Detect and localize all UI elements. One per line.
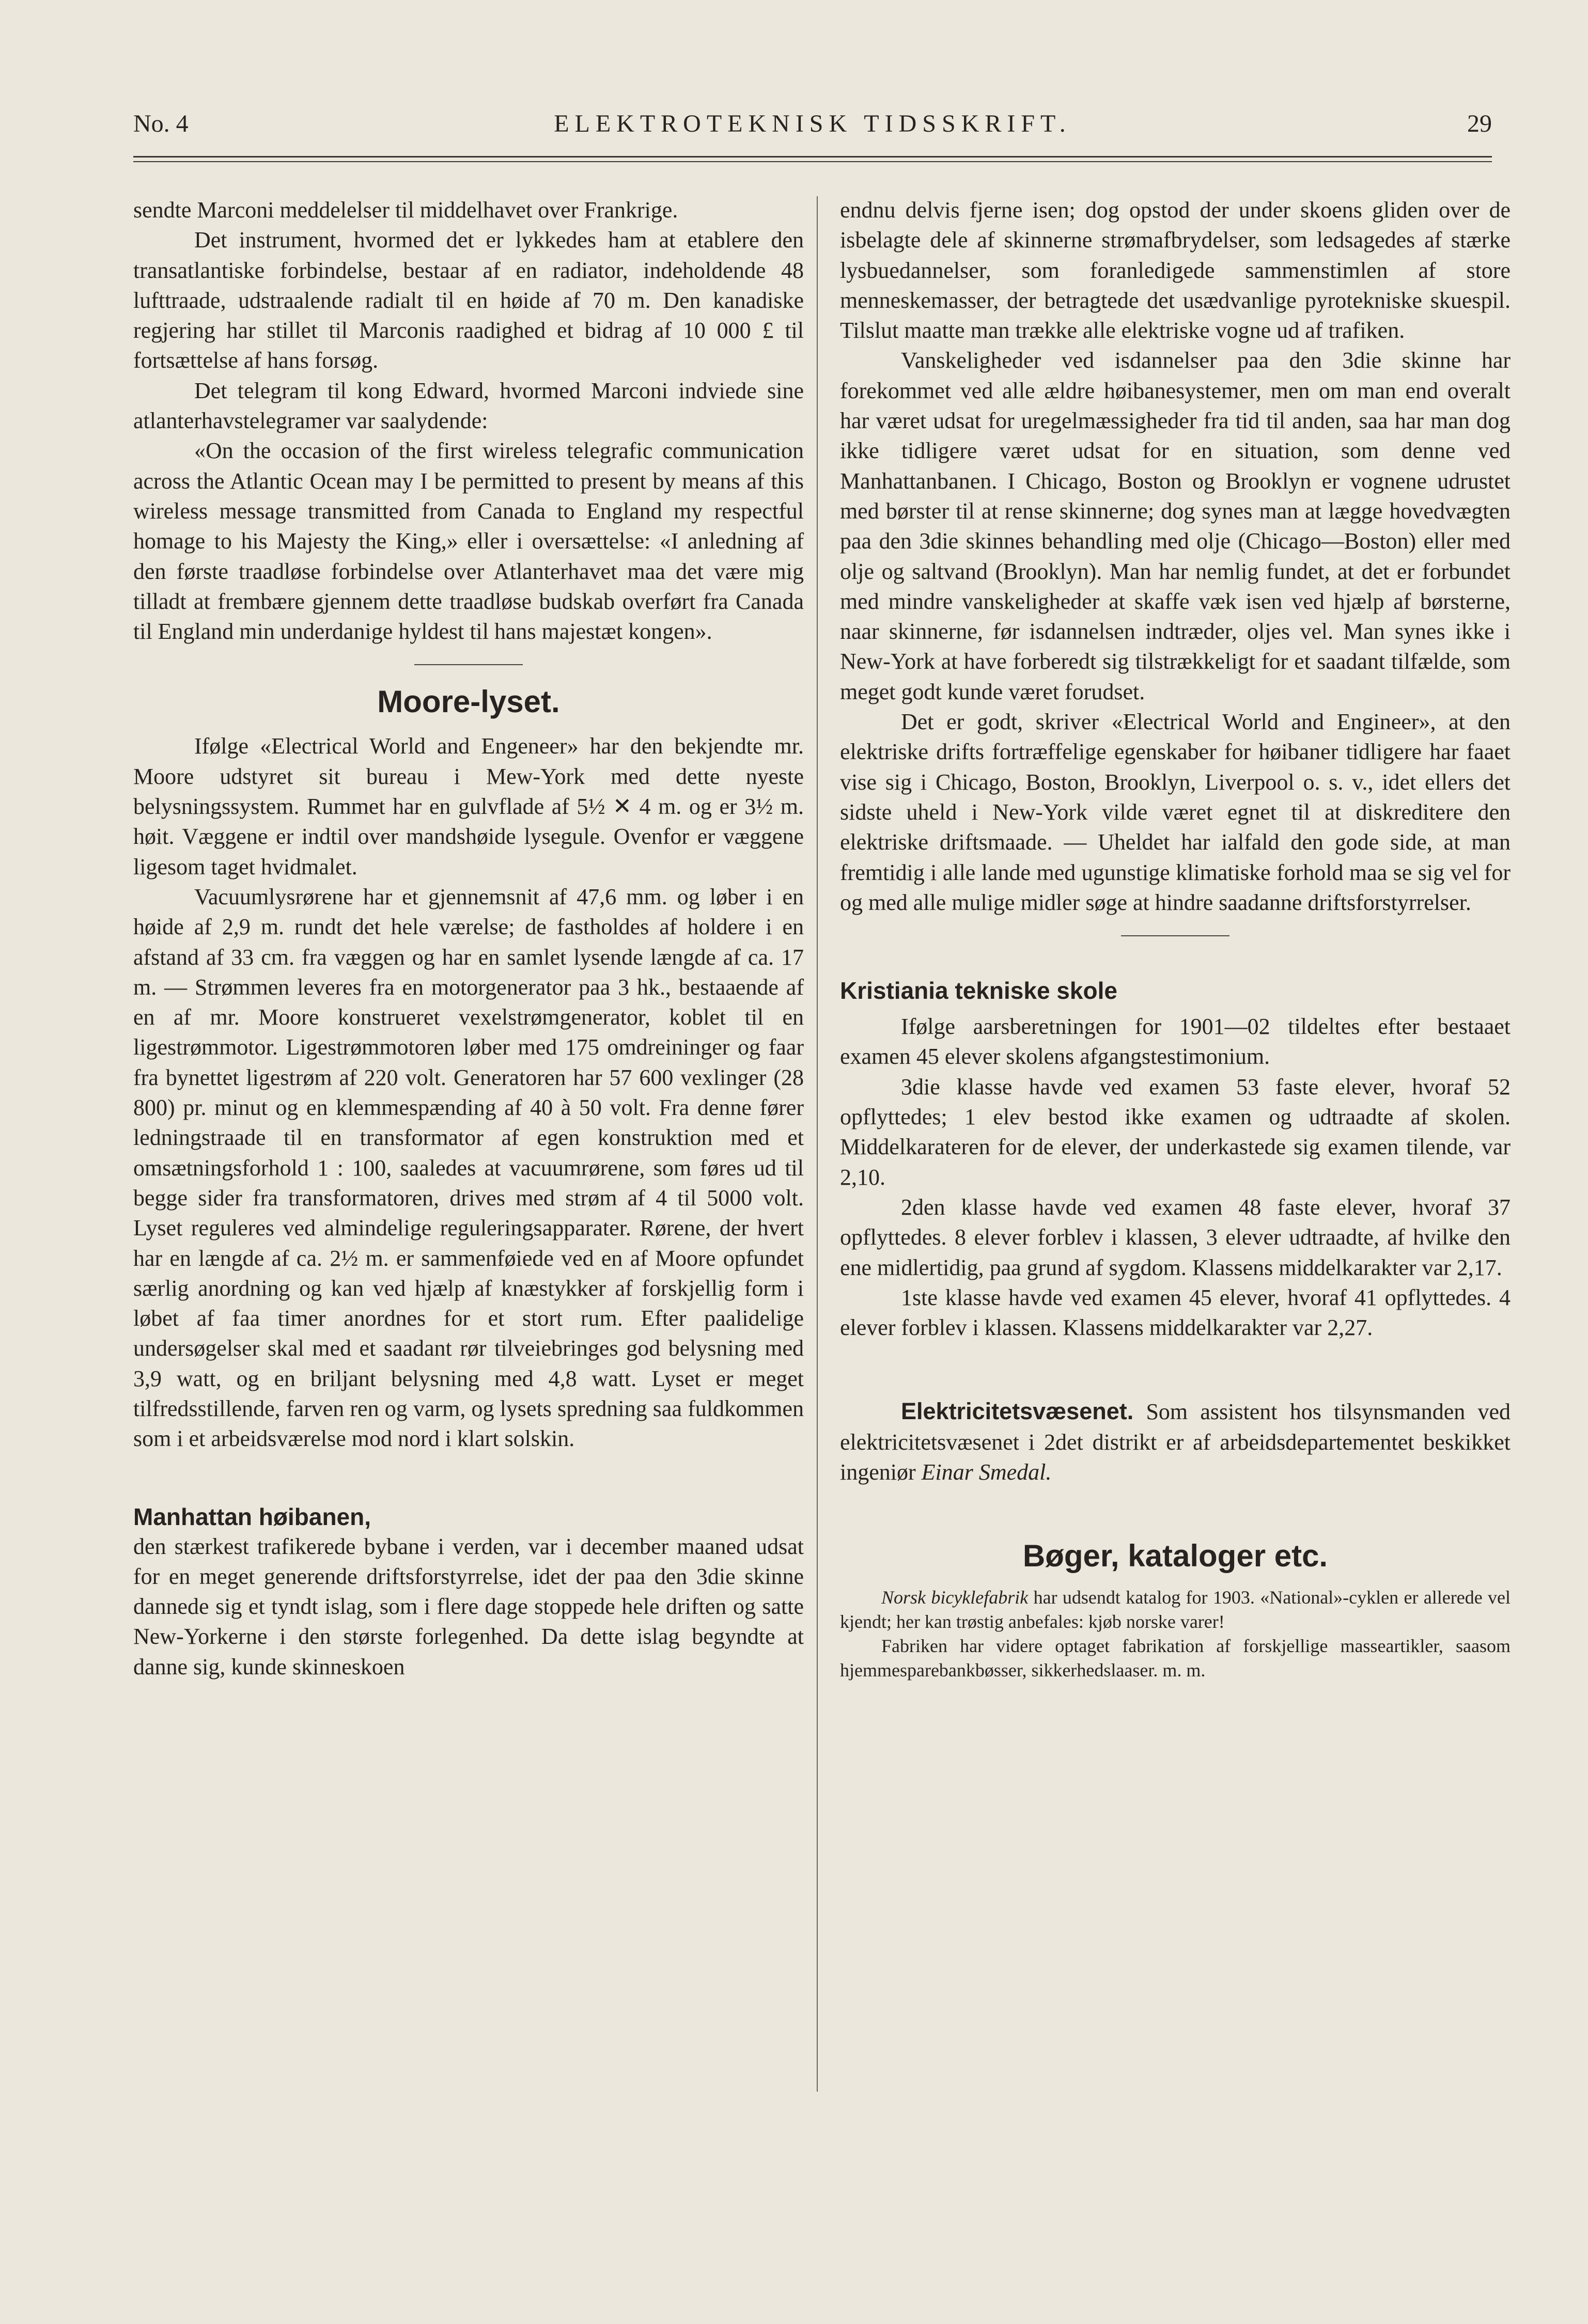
books-heading: Bøger, kataloger etc. (1022, 1538, 1328, 1574)
marconi-paragraph-2: Det instrument, hvormed det er lykkedes ham at etablere den transatlantiske forbindelse, bestaar af en radiator, indeholdende 48 lufttraade, udstraalende radialt til en høide af 70 m. Den kanadiske regjering har stillet til Marconis raadighed et bidrag af 10 000 £ til fortsættelse af hans forsøg. (133, 227, 804, 373)
running-header (133, 107, 1492, 144)
elektricitet-text: Som assistent hos tilsynsmanden ved elektricitetsvæsenet i 2det distrikt er af arbeidsdepartementet beskikket ingeniør (840, 1399, 1511, 1485)
section-divider (414, 664, 523, 665)
engineer-name: Einar Smedal. (921, 1459, 1052, 1485)
manhattan-paragraph-1: den stærkest trafikerede bybane i verden, var i december maaned udsat for en meget generende driftsforstyrrelse, idet der paa den 3die skinne dannede sig et tyndt islag, som i flere dage stoppede hele driften og satte New-Yorkerne i den største forlegenhed. Da dette islag begyndte at danne sig, kunde skinneskoen (133, 1533, 804, 1679)
moore-heading: Moore-lyset. (377, 684, 560, 719)
manhattan-heading: Manhattan høibanen, (133, 1503, 371, 1530)
kristiania-paragraph-2: 3die klasse havde ved examen 53 faste elever, hvoraf 52 opflyttedes; 1 elev bestod ikke examen og udtraadte af skolen. Middelkarateren for de elever, der underkastede sig examen tilende, var 2,10. (840, 1074, 1511, 1190)
manhattan-continued-2: Vanskeligheder ved isdannelser paa den 3die skinne har forekommet ved alle ældre høibanesystemer, men om man end overalt har været udsat for uregelmæssigheder fra tid til anden, saa har man dog ikke tidligere været udsat for en situation, som denne ved Manhattanbanen. I Chicago, Boston og Brooklyn er vognene udrustet med børster til at rense skinnerne; dog synes man at lægge hovedvægten paa den 3die skinnes behandling med olje (Chicago—Boston) eller med olje og saltvand (Brooklyn). Man har nemlig fundet, at det er forbundet med mindre vanskeligheder at skaffe væk isen ved hjælp af børsterne, naar skinnerne, før isdannelsen indtræder, oljes vel. Man synes ikke i New-York at have forberedt sig tilstrækkeligt for et saadant tilfælde, som meget godt kunde været forudset. (840, 348, 1511, 704)
marconi-telegram: «On the occasion of the first wireless telegrafic communication across the Atlantic Ocean may I be permitted to present by means af this wireless message transmitted from Canada to England my respectful homage to his Majesty the King,» eller i oversættelse: «I anledning af den første traadløse forbindelse over Atlanterhavet maa det være mig tilladt at frembære gjennem dette traadløse budskab overført fra Canada til England min underdanige hyldest til hans majestæt kongen». (133, 438, 804, 645)
spacer (840, 1487, 1511, 1529)
header-rule-bottom (133, 161, 1492, 162)
header-rule-top (133, 156, 1492, 158)
kristiania-heading: Kristiania tekniske skole (840, 977, 1117, 1004)
marconi-paragraph-3: Det telegram til kong Edward, hvormed Marconi indviede sine atlanterhavstelegramer var saalydende: (133, 378, 804, 434)
spacer (840, 1343, 1511, 1396)
section-divider (1121, 935, 1229, 936)
books-paragraph-2: Fabriken har videre optaget fabrikation af forskjellige masseartikler, saasom hjemmesparebankbøsser, sikkerhedslaaser. m. m. (840, 1636, 1511, 1681)
page-number: 29 (1467, 110, 1492, 137)
kristiania-paragraph-3: 2den klasse havde ved examen 48 faste elever, hvoraf 37 opflyttedes. 8 elever forblev i klassen, 3 elever udtraadte, af hvilke den ene midlertidig, paa grund af sygdom. Klassens middelkarakter var 2,17. (840, 1194, 1511, 1280)
books-paragraph-1-text: har udsendt katalog for 1903. «National»-cyklen er allerede vel kjendt; her kan trøstig anbefales: kjøb norske varer! (840, 1587, 1511, 1632)
right-column (840, 195, 1511, 1683)
kristiania-paragraph-4: 1ste klasse havde ved examen 45 elever, hvoraf 41 opflyttedes. 4 elever forblev i klassen. Klassens middelkarakter var 2,27. (840, 1284, 1511, 1341)
spacer (840, 1006, 1511, 1012)
books-paragraph-1 (840, 1585, 1511, 1634)
journal-title: ELEKTROTEKNISK TIDSSKRIFT. (554, 110, 1071, 137)
left-column (133, 195, 804, 1682)
moore-paragraph-1: Ifølge «Electrical World and Engeneer» har den bekjendte mr. Moore udstyret sit bureau i Mew-York med dette nyeste belysningssystem. Rummet har en gulvflade af 5½ ✕ 4 m. og er 3½ m. høit. Væggene er indtil over mandshøide lysegule. Ovenfor er væggene ligesom taget hvidmalet. (133, 733, 804, 880)
spacer (840, 955, 1511, 976)
marconi-paragraph-1: sendte Marconi meddelelser til middelhavet over Frankrige. (133, 197, 678, 223)
spacer (133, 1454, 804, 1502)
books-section (840, 1585, 1511, 1683)
company-name: Norsk bicyklefabrik (881, 1587, 1029, 1608)
issue-number: No. 4 (133, 110, 189, 137)
kristiania-paragraph-1: Ifølge aarsberetningen for 1901—02 tildeltes efter bestaaet examen 45 elever skolens afgangstestimonium. (840, 1014, 1511, 1070)
elektricitet-runin-heading: Elektricitetsvæsenet. (901, 1398, 1134, 1425)
elektricitet-paragraph (840, 1396, 1511, 1487)
manhattan-continued-3: Det er godt, skriver «Electrical World and Engineer», at den elektriske drifts fortræffelige egenskaber for høibaner tidligere har faaet vise sig i Chicago, Boston, Brooklyn, Liverpool o. s. v., idet ellers det sidste uheld i New-York vilde været egnet til at diskreditere den elektriske driftsmaade. — Uheldet har ialfald den gode side, at man fremtidig i alle lande med ugunstige klimatiske forhold maa se sig vel for og med alle mulige midler søge at hindre saadanne driftsforstyrrelser. (840, 709, 1511, 915)
manhattan-continued-1: endnu delvis fjerne isen; dog opstod der under skoens gliden over de isbelagte dele af skinnerne strømafbrydelser, som ledsagedes af stærke lysbuedannelser, som foranledigede sammenstimlen af store menneskemasser, der betragtede det usædvanlige pyrotekniske skuespil. Tilslut maatte man trække alle elektriske vogne ud af trafiken. (840, 197, 1511, 343)
moore-paragraph-2: Vacuumlysrørene har et gjennemsnit af 47,6 mm. og løber i en høide af 2,9 m. rundt det hele værelse; de fastholdes af holdere i en afstand af 33 cm. fra væggen og har en samlet lysende længde af ca. 17 m. — Strømmen leveres fra en motorgenerator paa 3 hk., bestaaende af en af mr. Moore konstrueret vexelstrømgenerator, koblet til en ligestrømmotor. Ligestrømmotoren løber med 175 omdreininger og faar fra bynettet ligestrøm af 220 volt. Generatoren har 57 600 vexlinger (28 800) pr. minut og en klemmespænding af 40 à 50 volt. Fra denne fører ledningstraade til en transformator af egen konstruktion med et omsætningsforhold 1 : 100, saaledes at vacuumrørene, som føres ud til begge sider fra transformatoren, drives med strøm af 4 til 5000 volt. Lyset reguleres ved almindelige reguleringsapparater. Rørene, der hvert har en længde af ca. 2½ m. er sammenføiede ved en af Moore opfundet særlig anordning og kan ved hjælp af knæstykker af forskjellig form i løbet af faa timer anordnes for et stort rum. Efter paalidelige undersøgelser skal med et saadant rør tilveiebringes god belysning med 3,9 watt, og en briljant belysning med 4,8 watt. Lyset er meget tilfredsstillende, farven ren og varm, og lysets spredning saa fuldkommen som i et arbeidsværelse mod nord i klart solskin. (133, 884, 804, 1452)
column-divider (817, 196, 818, 2092)
